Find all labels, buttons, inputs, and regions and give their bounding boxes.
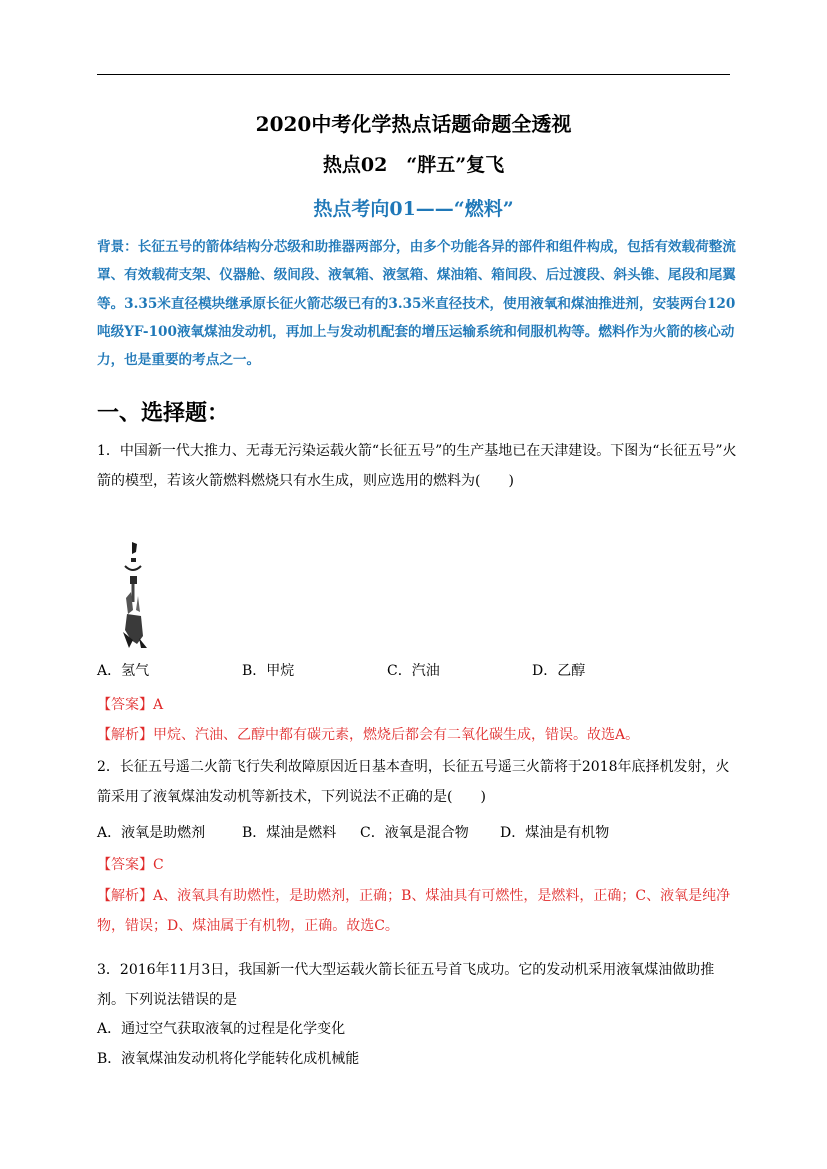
question-2-stem: 2．长征五号遥二火箭飞行失利故障原因近日基本查明，长征五号遥三火箭将于2018年底择机发射，火箭采用了液氧煤油发动机等新技术，下列说法不正确的是( ) <box>97 759 730 805</box>
document-title: 2020中考化学热点话题命题全透视 <box>255 112 572 136</box>
option-d: D．乙醇 <box>532 663 586 679</box>
question-2-answer: 【答案】C <box>97 857 164 873</box>
question-1-stem: 1．中国新一代大推力、无毒无污染运载火箭“长征五号”的生产基地已在天津建设。下图为“长征五号”火箭的模型，若该火箭燃料燃烧只有水生成，则应选用的燃料为( ) <box>97 443 737 489</box>
option-a: A．液氧是助燃剂 <box>97 825 206 841</box>
option-c: C．液氧是混合物 <box>360 825 469 841</box>
question-1-analysis: 【解析】甲烷、汽油、乙醇中都有碳元素，燃烧后都会有二氧化碳生成，错误。故选A。 <box>97 727 640 743</box>
option-a: A．氢气 <box>97 663 150 679</box>
question-2-options <box>97 822 609 842</box>
header-rule <box>97 74 730 75</box>
direction-title: 热点考向01——“燃料” <box>313 198 514 220</box>
section-title: 一、选择题： <box>97 400 230 426</box>
option-b: B．煤油是燃料 <box>242 825 337 841</box>
option-d: D．煤油是有机物 <box>500 825 610 841</box>
question-3-option-b: B．液氧煤油发动机将化学能转化成机械能 <box>97 1051 360 1067</box>
question-2-analysis: 【解析】A、液氧具有助燃性，是助燃剂，正确；B、煤油具有可燃性，是燃料，正确；C、液氧是纯净物，错误；D、煤油属于有机物，正确。故选C。 <box>97 888 731 934</box>
question-3-stem: 3．2016年11月3日，我国新一代大型运载火箭长征五号首飞成功。它的发动机采用液氧煤油做助推剂。下列说法错误的是 <box>97 962 715 1008</box>
option-b: B．甲烷 <box>242 663 295 679</box>
option-c: C．汽油 <box>387 663 440 679</box>
background-paragraph: 背景：长征五号的箭体结构分芯级和助推器两部分，由多个功能各异的部件和组件构成，包括有效载荷整流罩、有效载荷支架、仪器舱、级间段、液氧箱、液氢箱、煤油箱、箱间段、后过渡段、斜头锥、尾段和尾翼等。3.35米直径模块继承原长征火箭芯级已有的3.35米直径技术，使用液氧和煤油推进剂，安装两台120吨级YF-100液氧煤油发动机，再加上与发动机配套的增压运输系统和伺服机构等。燃料作为火箭的核心动力，也是重要的考点之一。 <box>97 239 736 369</box>
rocket-model-image <box>113 540 153 650</box>
question-1-options <box>97 660 585 680</box>
question-1-answer: 【答案】A <box>97 697 164 713</box>
hotspot-title: 热点02 “胖五”复飞 <box>322 154 505 176</box>
question-3-option-a: A．通过空气获取液氧的过程是化学变化 <box>97 1021 346 1037</box>
